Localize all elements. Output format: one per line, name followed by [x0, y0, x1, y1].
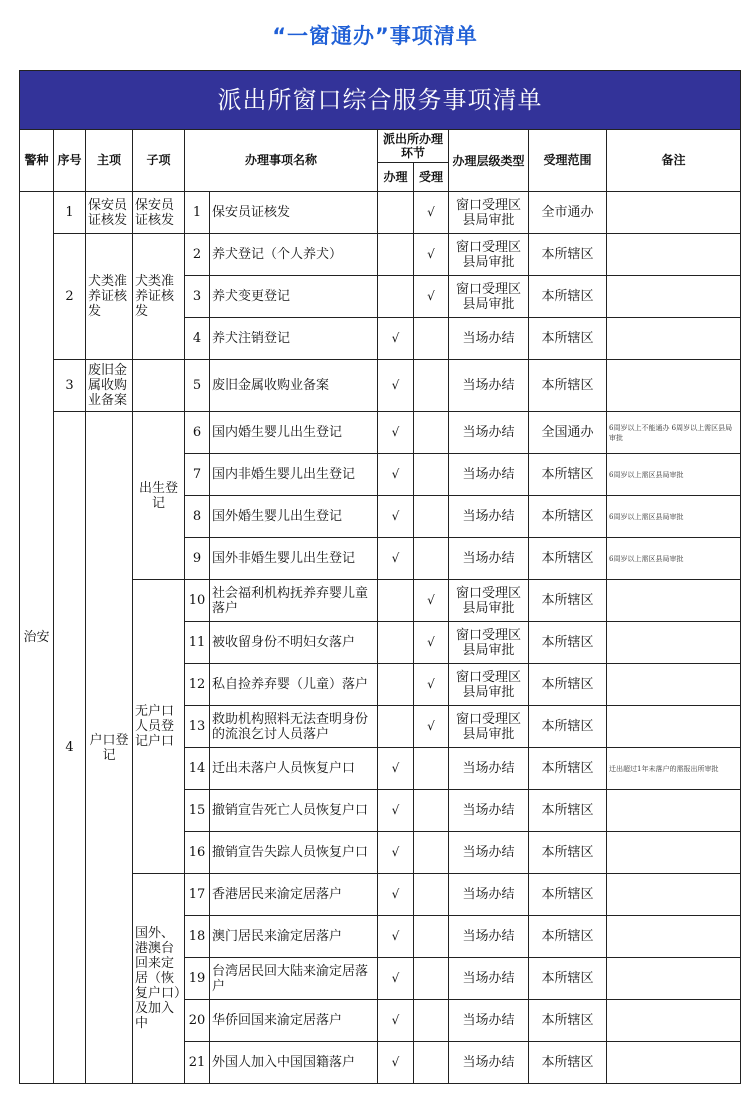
row-number: 14: [185, 748, 210, 790]
handle-mark: [378, 664, 414, 706]
header-level-type: 办理层级类型: [449, 130, 529, 192]
accept-mark: [414, 1000, 449, 1042]
accept-mark: √: [414, 192, 449, 234]
level-type: 当场办结: [449, 916, 529, 958]
row-number: 21: [185, 1042, 210, 1084]
level-type: 当场办结: [449, 412, 529, 454]
group-seq: 2: [54, 234, 86, 360]
level-type: 窗口受理区县局审批: [449, 192, 529, 234]
handle-mark: √: [378, 790, 414, 832]
row-number: 17: [185, 874, 210, 916]
scope: 本所辖区: [529, 538, 607, 580]
remark: [607, 276, 741, 318]
sub-item-cell: 出生登记: [133, 412, 185, 580]
scope: 本所辖区: [529, 496, 607, 538]
accept-mark: [414, 412, 449, 454]
handle-mark: √: [378, 538, 414, 580]
remark: [607, 706, 741, 748]
scope: 本所辖区: [529, 664, 607, 706]
row-number: 9: [185, 538, 210, 580]
handle-mark: √: [378, 412, 414, 454]
scope: 全市通办: [529, 192, 607, 234]
accept-mark: [414, 832, 449, 874]
item-name: 外国人加入中国国籍落户: [210, 1042, 378, 1084]
handle-mark: √: [378, 916, 414, 958]
row-number: 3: [185, 276, 210, 318]
item-name: 私自捡养弃婴（儿童）落户: [210, 664, 378, 706]
level-type: 窗口受理区县局审批: [449, 276, 529, 318]
header-remark: 备注: [607, 130, 741, 192]
remark: [607, 664, 741, 706]
scope: 本所辖区: [529, 360, 607, 412]
row-number: 6: [185, 412, 210, 454]
accept-mark: [414, 874, 449, 916]
item-name: 香港居民来渝定居落户: [210, 874, 378, 916]
handle-mark: [378, 580, 414, 622]
row-number: 12: [185, 664, 210, 706]
level-type: 窗口受理区县局审批: [449, 706, 529, 748]
handle-mark: [378, 276, 414, 318]
item-name: 台湾居民回大陆来渝定居落户: [210, 958, 378, 1000]
group-main-item: 废旧金属收购业备案: [86, 360, 133, 412]
service-table: [19, 70, 741, 1084]
accept-mark: [414, 496, 449, 538]
level-type: 当场办结: [449, 360, 529, 412]
accept-mark: [414, 318, 449, 360]
group-main-item: 户口登记: [86, 412, 133, 1084]
remark: [607, 1000, 741, 1042]
item-name: 养犬登记（个人养犬）: [210, 234, 378, 276]
row-number: 5: [185, 360, 210, 412]
scope: 本所辖区: [529, 874, 607, 916]
accept-mark: [414, 360, 449, 412]
remark: [607, 622, 741, 664]
level-type: 窗口受理区县局审批: [449, 664, 529, 706]
handle-mark: √: [378, 318, 414, 360]
accept-mark: [414, 916, 449, 958]
accept-mark: √: [414, 580, 449, 622]
accept-mark: [414, 454, 449, 496]
item-name: 废旧金属收购业备案: [210, 360, 378, 412]
level-type: 当场办结: [449, 1042, 529, 1084]
row-number: 15: [185, 790, 210, 832]
remark: [607, 874, 741, 916]
scope: 本所辖区: [529, 276, 607, 318]
accept-mark: √: [414, 276, 449, 318]
handle-mark: [378, 192, 414, 234]
accept-mark: [414, 748, 449, 790]
item-name: 华侨回国来渝定居落户: [210, 1000, 378, 1042]
scope: 本所辖区: [529, 1000, 607, 1042]
level-type: 当场办结: [449, 538, 529, 580]
handle-mark: √: [378, 496, 414, 538]
remark: 6周岁以上不能通办 6周岁以上需区县局审批: [607, 412, 741, 454]
table-row: [20, 192, 741, 234]
group-seq: 4: [54, 412, 86, 1084]
scope: 本所辖区: [529, 234, 607, 276]
accept-mark: √: [414, 664, 449, 706]
remark: [607, 318, 741, 360]
item-name: 救助机构照料无法查明身份的流浪乞讨人员落户: [210, 706, 378, 748]
item-name: 保安员证核发: [210, 192, 378, 234]
row-number: 19: [185, 958, 210, 1000]
sub-item-cell: 保安员证核发: [133, 192, 185, 234]
remark: [607, 192, 741, 234]
police-type-cell: 治安: [20, 192, 54, 1084]
remark: 迁出超过1年未落户的需报出所审批: [607, 748, 741, 790]
handle-mark: √: [378, 1000, 414, 1042]
table-row: [20, 412, 741, 454]
header-handle: 办理: [378, 163, 414, 192]
item-name: 被收留身份不明妇女落户: [210, 622, 378, 664]
remark: [607, 234, 741, 276]
handle-mark: √: [378, 360, 414, 412]
row-number: 4: [185, 318, 210, 360]
remark: [607, 958, 741, 1000]
handle-mark: [378, 706, 414, 748]
accept-mark: [414, 1042, 449, 1084]
scope: 本所辖区: [529, 454, 607, 496]
level-type: 窗口受理区县局审批: [449, 622, 529, 664]
level-type: 当场办结: [449, 874, 529, 916]
item-name: 国外婚生婴儿出生登记: [210, 496, 378, 538]
row-number: 10: [185, 580, 210, 622]
item-name: 国内婚生婴儿出生登记: [210, 412, 378, 454]
table-row: [20, 360, 741, 412]
page-title: “一窗通办”事项清单: [272, 24, 478, 48]
remark: [607, 790, 741, 832]
scope: 本所辖区: [529, 790, 607, 832]
header-main-item: 主项: [86, 130, 133, 192]
header-link-group: 派出所办理环节: [378, 130, 449, 163]
row-number: 13: [185, 706, 210, 748]
header-police-type: 警种: [20, 130, 54, 192]
remark: [607, 360, 741, 412]
header-accept: 受理: [414, 163, 449, 192]
handle-mark: √: [378, 748, 414, 790]
remark: 6周岁以上需区县局审批: [607, 538, 741, 580]
level-type: 窗口受理区县局审批: [449, 234, 529, 276]
row-number: 20: [185, 1000, 210, 1042]
header-seq: 序号: [54, 130, 86, 192]
handle-mark: √: [378, 454, 414, 496]
table-row: [20, 234, 741, 276]
remark: [607, 832, 741, 874]
item-name: 撤销宣告死亡人员恢复户口: [210, 790, 378, 832]
level-type: 当场办结: [449, 318, 529, 360]
scope: 本所辖区: [529, 1042, 607, 1084]
table-banner: 派出所窗口综合服务事项清单: [20, 71, 741, 130]
item-name: 养犬变更登记: [210, 276, 378, 318]
item-name: 澳门居民来渝定居落户: [210, 916, 378, 958]
handle-mark: √: [378, 958, 414, 1000]
level-type: 当场办结: [449, 748, 529, 790]
row-number: 1: [185, 192, 210, 234]
row-number: 8: [185, 496, 210, 538]
scope: 本所辖区: [529, 622, 607, 664]
scope: 本所辖区: [529, 748, 607, 790]
accept-mark: [414, 790, 449, 832]
handle-mark: √: [378, 832, 414, 874]
header-sub-item: 子项: [133, 130, 185, 192]
item-name: 国内非婚生婴儿出生登记: [210, 454, 378, 496]
item-name: 迁出未落户人员恢复户口: [210, 748, 378, 790]
scope: 本所辖区: [529, 318, 607, 360]
item-name: 养犬注销登记: [210, 318, 378, 360]
scope: 本所辖区: [529, 706, 607, 748]
level-type: 当场办结: [449, 454, 529, 496]
item-name: 撤销宣告失踪人员恢复户口: [210, 832, 378, 874]
remark: 6周岁以上需区县局审批: [607, 496, 741, 538]
remark: [607, 916, 741, 958]
scope: 本所辖区: [529, 958, 607, 1000]
accept-mark: √: [414, 622, 449, 664]
level-type: 当场办结: [449, 1000, 529, 1042]
row-number: 7: [185, 454, 210, 496]
scope: 本所辖区: [529, 580, 607, 622]
accept-mark: [414, 958, 449, 1000]
item-name: 社会福利机构抚养弃婴儿童落户: [210, 580, 378, 622]
row-number: 16: [185, 832, 210, 874]
header-scope: 受理范围: [529, 130, 607, 192]
remark: [607, 1042, 741, 1084]
group-seq: 3: [54, 360, 86, 412]
remark: [607, 580, 741, 622]
row-number: 18: [185, 916, 210, 958]
level-type: 窗口受理区县局审批: [449, 580, 529, 622]
item-name: 国外非婚生婴儿出生登记: [210, 538, 378, 580]
scope: 全国通办: [529, 412, 607, 454]
level-type: 当场办结: [449, 790, 529, 832]
header-item-name: 办理事项名称: [185, 130, 378, 192]
group-main-item: 犬类准养证核发: [86, 234, 133, 360]
remark: 6周岁以上需区县局审批: [607, 454, 741, 496]
row-number: 2: [185, 234, 210, 276]
scope: 本所辖区: [529, 832, 607, 874]
level-type: 当场办结: [449, 832, 529, 874]
accept-mark: [414, 538, 449, 580]
handle-mark: [378, 622, 414, 664]
row-number: 11: [185, 622, 210, 664]
accept-mark: √: [414, 234, 449, 276]
sub-item-cell: 无户口人员登记户口: [133, 580, 185, 874]
handle-mark: [378, 234, 414, 276]
handle-mark: √: [378, 874, 414, 916]
group-main-item: 保安员证核发: [86, 192, 133, 234]
sub-item-cell: 国外、港澳台回来定居（恢复户口）及加入中: [133, 874, 185, 1084]
handle-mark: √: [378, 1042, 414, 1084]
level-type: 当场办结: [449, 496, 529, 538]
group-seq: 1: [54, 192, 86, 234]
level-type: 当场办结: [449, 958, 529, 1000]
scope: 本所辖区: [529, 916, 607, 958]
accept-mark: √: [414, 706, 449, 748]
sub-item-cell: 犬类准养证核发: [133, 234, 185, 360]
sub-item-cell: [133, 360, 185, 412]
